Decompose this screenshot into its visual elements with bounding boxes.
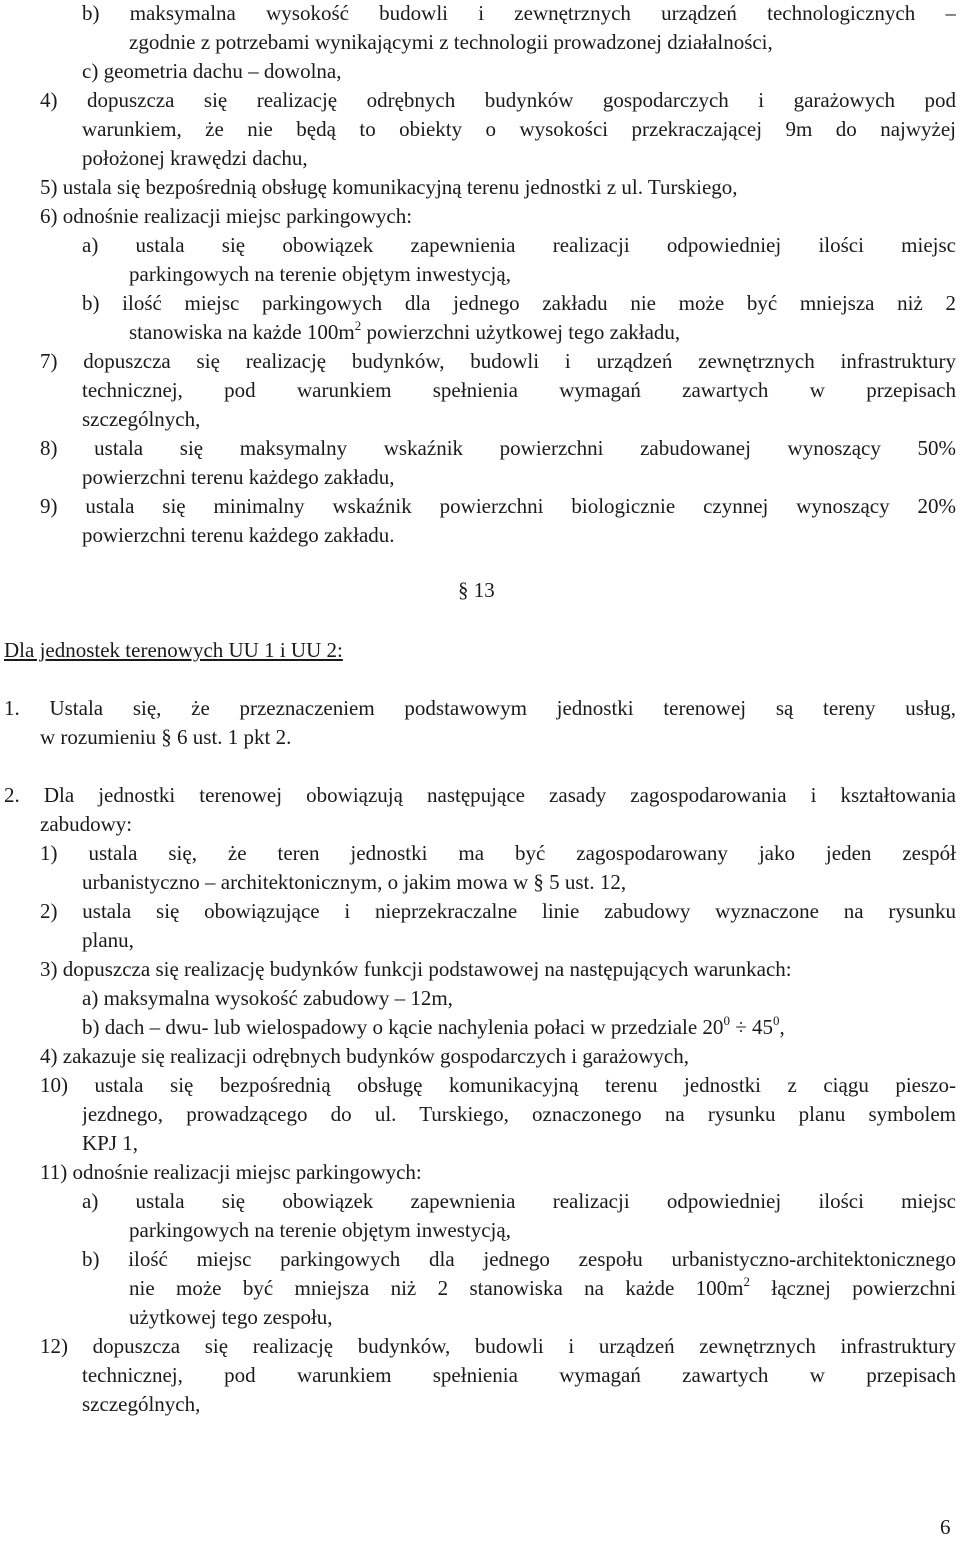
line-text: planu,: [82, 928, 134, 952]
text-line: [40, 175, 738, 201]
line-text: a) maksymalna wysokość zabudowy – 12m,: [82, 986, 453, 1010]
text-line: [4, 696, 956, 722]
line-text: 12) dopuszcza się realizację budynków, budowli i urządzeń zewnętrznych infrastruktury: [40, 1334, 956, 1358]
text-line: [40, 349, 956, 375]
text-line: [82, 233, 956, 259]
text-line: [82, 1015, 785, 1041]
text-line: [82, 1131, 138, 1157]
section-number: § 13: [458, 578, 495, 602]
line-text: 9) ustala się minimalny wskaźnik powierzchni biologicznie czynnej wynoszący 20%: [40, 494, 956, 518]
line-text: szczególnych,: [82, 407, 201, 431]
line-text: Dla jednostek terenowych UU 1 i UU 2:: [4, 638, 343, 662]
text-line: [40, 1160, 422, 1186]
line-text: 10) ustala się bezpośrednią obsługę komunikacyjną terenu jednostki z ciągu pieszo-: [40, 1073, 956, 1097]
line-text: technicznej, pod warunkiem spełnienia wymagań zawartych w przepisach: [82, 1363, 956, 1387]
line-text: zgodnie z potrzebami wynikającymi z technologii prowadzonej działalności,: [129, 30, 773, 54]
text-line: [40, 812, 132, 838]
line-text: stanowiska na każde 100m: [129, 320, 355, 344]
text-line: [82, 1, 956, 27]
text-line: [129, 30, 773, 56]
line-text: b) ilość miejsc parkingowych dla jednego zakładu nie może być mniejsza niż 2: [82, 291, 956, 315]
text-line: [40, 841, 956, 867]
text-line: [129, 320, 680, 346]
text-line: [82, 1392, 200, 1418]
text-line: [82, 928, 134, 954]
line-text: nie może być mniejsza niż 2 stanowiska na każde 100m: [129, 1276, 744, 1300]
text-line: [82, 59, 342, 85]
text-line: [82, 291, 956, 317]
line-text: w rozumieniu § 6 ust. 1 pkt 2.: [40, 725, 292, 749]
text-line: [40, 436, 956, 462]
line-text: parkingowych na terenie objętym inwestycją,: [129, 262, 511, 286]
text-line: [82, 146, 308, 172]
line-text: 1) ustala się, że teren jednostki ma być zagospodarowany jako jeden zespół: [40, 841, 956, 865]
text-line: [129, 262, 511, 288]
line-text-continuation: łącznej powierzchni: [750, 1276, 956, 1300]
line-text: 4) dopuszcza się realizację odrębnych budynków gospodarczych i garażowych pod: [40, 88, 956, 112]
text-line: [82, 1189, 956, 1215]
text-line: [129, 1276, 956, 1302]
line-text: położonej krawędzi dachu,: [82, 146, 308, 170]
line-text: 6) odnośnie realizacji miejsc parkingowych:: [40, 204, 413, 228]
line-text: b) maksymalna wysokość budowli i zewnętrznych urządzeń technologicznych –: [82, 1, 956, 25]
line-text: 2) ustala się obowiązujące i nieprzekraczalne linie zabudowy wyznaczone na rysunku: [40, 899, 956, 923]
line-text: jezdnego, prowadzącego do ul. Turskiego, oznaczonego na rysunku planu symbolem: [82, 1102, 956, 1126]
line-text: 2. Dla jednostki terenowej obowiązują następujące zasady zagospodarowania i kształtowania: [4, 783, 956, 807]
line-text: 3) dopuszcza się realizację budynków funkcji podstawowej na następujących warunkach:: [40, 957, 792, 981]
line-text: warunkiem, że nie będą to obiekty o wysokości przekraczającej 9m do najwyżej: [82, 117, 956, 141]
text-line: [4, 783, 956, 809]
line-text: 7) dopuszcza się realizację budynków, budowli i urządzeń zewnętrznych infrastruktury: [40, 349, 956, 373]
line-text: zabudowy:: [40, 812, 133, 836]
text-line: [82, 986, 453, 1012]
text-line: [40, 494, 956, 520]
line-text-continuation: ÷ 45: [729, 1015, 773, 1039]
text-line: [40, 1073, 956, 1099]
line-text: 1. Ustala się, że przeznaczeniem podstawowym jednostki terenowej są tereny usług,: [4, 696, 956, 720]
superscript: 0: [772, 1013, 780, 1028]
line-text: użytkowej tego zespołu,: [129, 1305, 333, 1329]
text-line: [40, 957, 792, 983]
text-line: [82, 1363, 956, 1389]
line-text: 8) ustala się maksymalny wskaźnik powierzchni zabudowanej wynoszący 50%: [40, 436, 956, 460]
text-line: [82, 1102, 956, 1128]
text-line: [82, 523, 395, 549]
line-text: 4) zakazuje się realizacji odrębnych budynków gospodarczych i garażowych,: [40, 1044, 689, 1068]
text-line: [82, 378, 956, 404]
line-text: c) geometria dachu – dowolna,: [82, 59, 342, 83]
text-line: [40, 204, 412, 230]
superscript: 2: [354, 318, 362, 333]
line-text: powierzchni terenu każdego zakładu,: [82, 465, 395, 489]
line-text: a) ustala się obowiązek zapewnienia realizacji odpowiedniej ilości miejsc: [82, 233, 956, 257]
line-text: szczególnych,: [82, 1392, 201, 1416]
text-line: [129, 1218, 511, 1244]
text-line: [40, 1044, 689, 1070]
line-text: b) dach – dwu- lub wielospadowy o kącie nachylenia połaci w przedziale 20: [82, 1015, 724, 1039]
text-line: [82, 465, 395, 491]
line-text: parkingowych na terenie objętym inwestycją,: [129, 1218, 511, 1242]
line-text: KPJ 1,: [82, 1131, 139, 1155]
line-text: technicznej, pod warunkiem spełnienia wymagań zawartych w przepisach: [82, 378, 956, 402]
page-number: 6: [940, 1515, 951, 1539]
line-text: b) ilość miejsc parkingowych dla jednego zespołu urbanistyczno-architektonicznego: [82, 1247, 956, 1271]
superscript: 0: [723, 1013, 730, 1028]
line-text: urbanistyczno – architektonicznym, o jakim mowa w § 5 ust. 12,: [82, 870, 627, 894]
text-line: [82, 117, 956, 143]
text-line: [40, 725, 291, 751]
text-line: [129, 1305, 333, 1331]
section-heading: [4, 638, 343, 664]
text-line: [40, 899, 956, 925]
line-text-continuation: ,: [779, 1015, 785, 1039]
line-text-continuation: powierzchni użytkowej tego zakładu,: [361, 320, 681, 344]
superscript: 2: [743, 1276, 751, 1289]
line-text: 11) odnośnie realizacji miejsc parkingowych:: [40, 1160, 422, 1184]
line-text: 5) ustala się bezpośrednią obsługę komunikacyjną terenu jednostki z ul. Turskiego,: [40, 175, 738, 199]
text-line: [40, 88, 956, 114]
text-line: [82, 870, 626, 896]
line-text: powierzchni terenu każdego zakładu.: [82, 523, 395, 547]
text-line: [40, 1334, 956, 1360]
text-line: [82, 1247, 956, 1273]
line-text: a) ustala się obowiązek zapewnienia realizacji odpowiedniej ilości miejsc: [82, 1189, 956, 1213]
text-line: [82, 407, 200, 433]
